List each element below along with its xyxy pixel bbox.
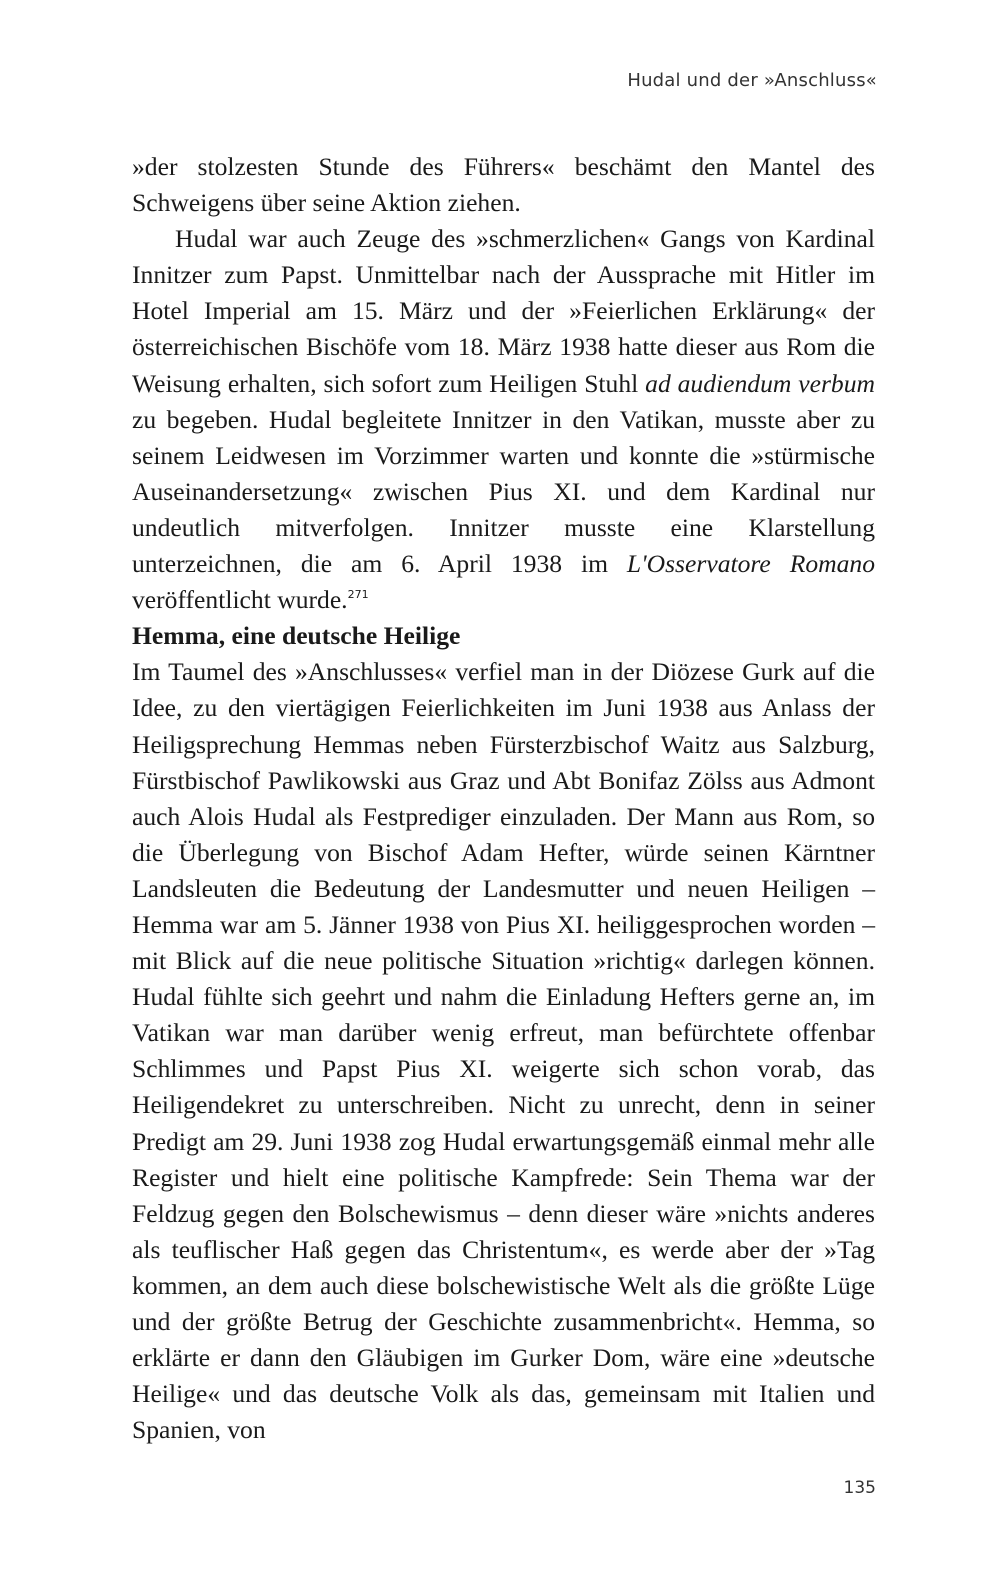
- running-head: Hudal und der »Anschluss«: [627, 70, 877, 91]
- page-number: 135: [843, 1478, 876, 1498]
- paragraph-2-text-c: veröffentlicht wurde.: [132, 585, 348, 615]
- paragraph-2: [132, 221, 875, 618]
- page-body: [132, 149, 875, 1448]
- paragraph-1: »der stolzesten Stunde des Führers« beschämt den Mantel des Schweigens über seine Aktion ziehen.: [132, 152, 875, 218]
- paragraph-2-text-b: zu begeben. Hudal begleitete Innitzer in den Vatikan, musste aber zu seinem Leidwesen im Vorzimmer warten und konnte die »stürmische Auseinandersetzung« zwischen Pius XI. und dem Kardinal nur undeutlich mitverfolgen. Innitzer musste eine Klarstellung unterzeichnen, die am 6. April 1938 im: [132, 404, 875, 579]
- newspaper-title: L'Osservatore Romano: [626, 549, 875, 579]
- section-heading: Hemma, eine deutsche Heilige: [132, 621, 461, 651]
- footnote-reference[interactable]: 271: [347, 588, 369, 602]
- paragraph-3: Im Taumel des »Anschlusses« verfiel man in der Diözese Gurk auf die Idee, zu den viertägigen Feierlichkeiten im Juni 1938 aus Anlass der Heiligsprechung Hemmas neben Fürsterzbischof Waitz aus Salzburg, Fürstbischof Pawlikowski aus Graz und Abt Bonifaz Zölss aus Admont auch Alois Hudal als Festprediger einzuladen. Der Mann aus Rom, so die Überlegung von Bischof Adam Hefter, würde seinen Kärntner Landsleuten die Bedeutung der Landesmutter und neuen Heiligen – Hemma war am 5. Jänner 1938 von Pius XI. heiliggesprochen worden – mit Blick auf die neue politische Situation »richtig« darlegen können. Hudal fühlte sich geehrt und nahm die Einladung Hefters gerne an, im Vatikan war man darüber wenig erfreut, man befürchtete offenbar Schlimmes und Papst Pius XI. weigerte sich schon vorab, das Heiligendekret zu unterschreiben. Nicht zu unrecht, denn in seiner Predigt am 29. Juni 1938 zog Hudal erwartungsgemäß einmal mehr alle Register und hielt eine politische Kampfrede: Sein Thema war der Feldzug gegen den Bolschewismus – denn dieser wäre »nichts anderes als teuflischer Haß gegen das Christentum«, es werde aber der »Tag kommen, an dem auch diese bolschewistische Welt als die größte Lüge und der größte Betrug der Geschichte zusammenbricht«. Hemma, so erklärte er dann den Gläubigen im Gurker Dom, wäre eine »deutsche Heilige« und das deutsche Volk als das, gemeinsam mit Italien und Spanien, von: [132, 657, 875, 1445]
- paragraph-2-text-a: Hudal war auch Zeuge des »schmerzlichen« Gangs von Kardinal Innitzer zum Papst. Unmittelbar nach der Aussprache mit Hitler im Hotel Imperial am 15. März und der »Feierlichen Erklärung« der österreichischen Bischöfe vom 18. März 1938 hatte dieser aus Rom die Weisung erhalten, sich sofort zum Heiligen Stuhl: [132, 224, 875, 398]
- latin-phrase: ad audiendum verbum: [645, 368, 875, 398]
